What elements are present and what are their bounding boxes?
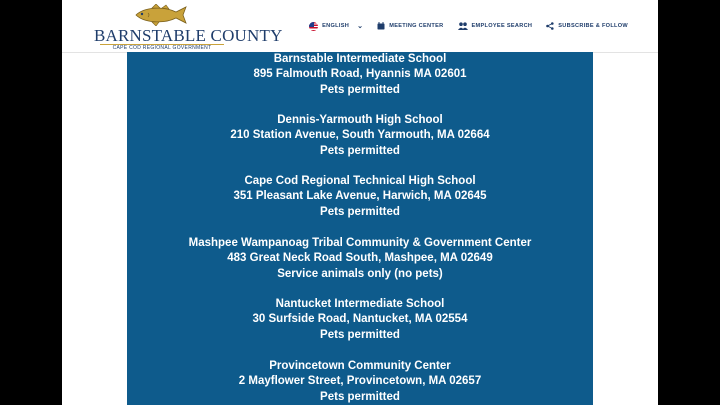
location-address: 895 Falmouth Road, Hyannis MA 02601: [253, 68, 467, 81]
location-name: Mashpee Wampanoag Tribal Community & Government Center: [188, 237, 532, 249]
location-pets-policy: Pets permitted: [320, 144, 400, 157]
location-address: 351 Pleasant Lake Avenue, Harwich, MA 02645: [233, 190, 487, 203]
location-item: [127, 113, 593, 159]
location-name: Provincetown Community Center: [269, 360, 451, 372]
location-address: 30 Surfside Road, Nantucket, MA 02554: [252, 313, 468, 326]
codfish-icon: [134, 4, 188, 26]
browser-page: [62, 0, 658, 405]
meeting-center-link[interactable]: [377, 22, 443, 30]
subscribe-follow-link[interactable]: [546, 22, 628, 30]
chevron-down-icon: ⌄: [357, 23, 364, 30]
employee-search-link[interactable]: [458, 22, 533, 30]
location-name: Nantucket Intermediate School: [275, 298, 445, 310]
location-pets-policy: Service animals only (no pets): [277, 267, 443, 280]
meeting-center-label: MEETING CENTER: [389, 23, 444, 29]
us-flag-icon: [309, 22, 318, 31]
location-address: 483 Great Neck Road South, Mashpee, MA 02649: [227, 252, 493, 265]
subscribe-follow-label: SUBSCRIBE & FOLLOW: [558, 23, 628, 29]
location-item: [127, 52, 593, 98]
location-pets-policy: Pets permitted: [320, 328, 400, 341]
location-name: Barnstable Intermediate School: [273, 53, 447, 65]
location-name: Dennis-Yarmouth High School: [277, 114, 443, 126]
location-item: [127, 174, 593, 220]
location-item: [127, 236, 593, 282]
language-label: ENGLISH: [322, 23, 350, 29]
shelter-locations-panel: [127, 52, 593, 405]
people-icon: [458, 22, 468, 30]
logo-title: BARNSTABLE COUNTY: [94, 26, 283, 45]
location-item: [127, 297, 593, 343]
location-address: 210 Station Avenue, South Yarmouth, MA 02664: [230, 129, 490, 142]
site-header: [62, 0, 658, 53]
location-pets-policy: Pets permitted: [320, 390, 400, 403]
location-pets-policy: Pets permitted: [320, 205, 400, 218]
employee-search-label: EMPLOYEE SEARCH: [471, 23, 533, 29]
language-selector[interactable]: [309, 22, 363, 31]
location-item: [127, 359, 593, 405]
location-name: Cape Cod Regional Technical High School: [244, 175, 476, 187]
calendar-icon: [377, 22, 385, 30]
location-address: 2 Mayflower Street, Provincetown, MA 02657: [238, 375, 482, 388]
county-logo[interactable]: [94, 4, 283, 51]
location-pets-policy: Pets permitted: [320, 83, 400, 96]
top-nav: [309, 18, 628, 34]
share-icon: [546, 22, 554, 30]
logo-subtitle: CAPE COD REGIONAL GOVERNMENT: [100, 44, 224, 53]
